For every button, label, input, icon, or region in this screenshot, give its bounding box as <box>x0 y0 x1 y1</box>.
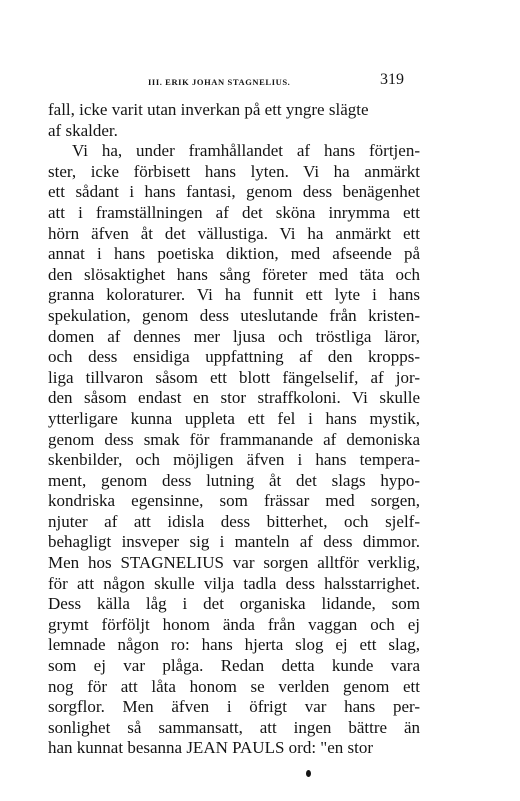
text-line: och dess ensidiga uppfattning af den kropps- <box>48 347 420 367</box>
text-line: Men hos STAGNELIUS var sorgen alltför verklig, <box>48 553 420 573</box>
text-line: kondriska egensinne, som frässar med sorgen, <box>48 491 420 511</box>
text-line: ytterligare kunna uppleta ett fel i hans mystik, <box>48 408 420 428</box>
text-line: njuter af att idisla dess bitterhet, och sjelf- <box>48 511 420 531</box>
text-line: fall, icke varit utan inverkan på ett yngre slägte <box>48 100 369 119</box>
text-line: behagligt insveper sig i manteln af dess dimmor. <box>48 532 420 552</box>
text-line: Vi ha, under framhållandet af hans förtjen- <box>72 141 420 161</box>
text-line: lemnade någon ro: hans hjerta slog ej ett slag, <box>48 635 420 655</box>
ink-dot <box>306 770 311 777</box>
text-line: ment, genom dess lutning åt det slags hypo- <box>48 470 420 490</box>
text-line: ster, icke förbisett hans lyten. Vi ha anmärkt <box>48 161 420 181</box>
text-line: Dess källa låg i det organiska lidande, som <box>48 594 420 614</box>
text-line: hörn äfven åt det vällustiga. Vi ha anmärkt ett <box>48 223 420 243</box>
text-line: den såsom endast en stor straffkoloni. Vi skulle <box>48 388 420 408</box>
text-line: annat i hans poetiska diktion, med afseende på <box>48 244 420 264</box>
text-line: sorgflor. Men äfven i öfrigt var hans per- <box>48 697 420 717</box>
text-line: spekulation, genom dess uteslutande från kristen- <box>48 305 420 325</box>
text-line: som ej var plåga. Redan detta kunde vara <box>48 656 420 676</box>
text-line: liga tillvaron såsom ett blott fängelselif, af jor- <box>48 367 420 387</box>
text-line: sonlighet så sammansatt, att ingen bättre än <box>48 717 420 737</box>
text-line: skenbilder, och möjligen äfven i hans tempera- <box>48 450 420 470</box>
text-line: grymt förföljt honom ända från vaggan och ej <box>48 614 420 634</box>
running-head: III. ERIK JOHAN STAGNELIUS. <box>148 77 291 87</box>
body-text <box>48 100 420 759</box>
text-line: domen af dennes mer ljusa och tröstliga läror, <box>48 326 420 346</box>
text-line: nog för att låta honom se verlden genom ett <box>48 676 420 696</box>
text-line: ett sådant i hans fantasi, genom dess benägenhet <box>48 182 420 202</box>
text-line: genom dess smak för frammanande af demoniska <box>48 429 420 449</box>
text-line: han kunnat besanna JEAN PAULS ord: "en stor <box>48 738 374 758</box>
text-line: för att någon skulle vilja tadla dess halsstarrighet. <box>48 573 420 593</box>
text-line: granna koloraturer. Vi ha funnit ett lyte i hans <box>48 285 420 305</box>
text-line: att i framställningen af det sköna inrymma ett <box>48 202 420 222</box>
text-line: af skalder. <box>48 120 118 140</box>
page-header <box>0 70 520 90</box>
page-number: 319 <box>380 71 404 88</box>
text-line: den slösaktighet hans sång företer med täta och <box>48 264 420 284</box>
